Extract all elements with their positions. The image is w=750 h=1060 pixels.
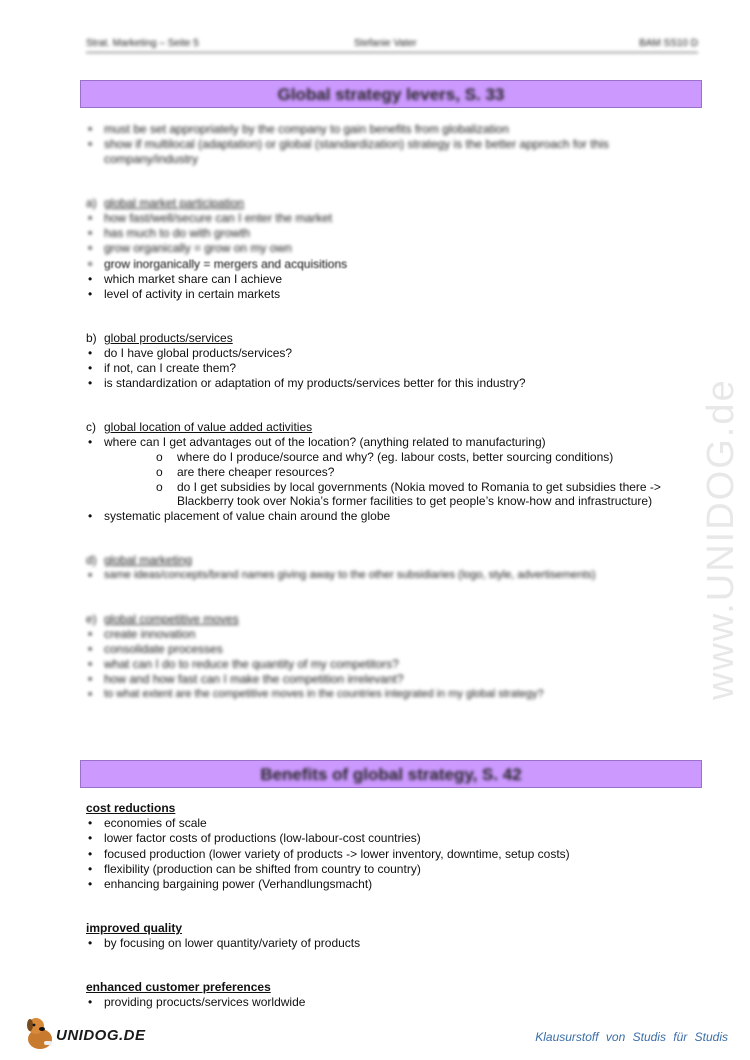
banner-title: Benefits of global strategy, S. 42 (260, 765, 522, 784)
bullet-icon: • (88, 877, 93, 891)
bullet-icon: • (88, 272, 93, 286)
section-label: c) (86, 420, 96, 434)
section-label: d) (86, 553, 97, 567)
bullet-icon: • (88, 257, 93, 271)
subsection-title: cost reductions (86, 801, 176, 815)
section-banner-benefits (80, 760, 702, 788)
list-item: same ideas/concepts/brand names giving away to the other subsidiaries (logo, style, advertisements) (104, 569, 596, 581)
dog-logo-icon (22, 1013, 58, 1053)
bullet-icon: • (88, 831, 93, 845)
bullet-icon: • (88, 435, 93, 449)
section-title: global products/services (104, 331, 233, 345)
list-item: lower factor costs of productions (low-labour-cost countries) (104, 831, 421, 845)
header-center: Stefanie Vater (354, 38, 417, 49)
section-title: global market participation (104, 196, 245, 210)
list-item: level of activity in certain markets (104, 287, 281, 301)
section-banner-levers (80, 80, 702, 108)
list-item: to what extent are the competitive moves in the countries integrated in my global strategy? (104, 688, 544, 700)
list-item: consolidate processes (104, 642, 223, 656)
sub-list-item-cont: Blackberry took over Nokia’s former facilities to get people’s know-how and infrastructure) (177, 494, 653, 508)
list-item: flexibility (production can be shifted from country to country) (104, 862, 421, 876)
bullet-icon: • (88, 122, 93, 136)
sub-list-item: are there cheaper resources? (177, 465, 335, 479)
list-item: has much to do with growth (104, 226, 251, 240)
list-item: is standardization or adaptation of my products/services better for this industry? (104, 376, 526, 390)
list-item: where can I get advantages out of the location? (anything related to manufacturing) (104, 435, 546, 449)
bullet-icon: • (88, 862, 93, 876)
list-item: enhancing bargaining power (Verhandlungsmacht) (104, 877, 373, 891)
list-item: grow inorganically = mergers and acquisitions (104, 257, 348, 271)
bullet-icon: • (88, 226, 93, 240)
list-item: do I have global products/services? (104, 346, 293, 360)
section-title: global marketing (104, 553, 193, 567)
sub-bullet-icon: o (156, 465, 163, 479)
list-item: systematic placement of value chain around the globe (104, 509, 391, 523)
watermark: www.UNIDOG.de (700, 378, 742, 700)
page-header (86, 38, 698, 53)
sub-list-item: do I get subsidies by local governments (Nokia moved to Romania to get subsidies there -> (177, 480, 661, 494)
bullet-icon: • (88, 137, 93, 151)
list-item: focused production (lower variety of products -> lower inventory, downtime, setup costs) (104, 847, 570, 861)
bullet-icon: • (88, 241, 93, 255)
footer-tagline: Klausurstoff von Studis für Studis (535, 1030, 728, 1044)
banner-title: Global strategy levers, S. 33 (277, 85, 505, 104)
list-item: economies of scale (104, 816, 207, 830)
intro-item: company/industry (104, 152, 199, 166)
bullet-icon: • (88, 568, 93, 582)
section-title: global location of value added activities (104, 420, 313, 434)
subsection-title: improved quality (86, 921, 183, 935)
bullet-icon: • (88, 642, 93, 656)
bullet-icon: • (88, 687, 93, 701)
bullet-icon: • (88, 995, 93, 1009)
bullet-icon: • (88, 287, 93, 301)
list-item: what can I do to reduce the quantity of my competitors? (104, 657, 399, 671)
list-item: how and how fast can I make the competition irrelevant? (104, 672, 404, 686)
list-item: by focusing on lower quantity/variety of products (104, 936, 361, 950)
list-item: grow organically = grow on my own (104, 241, 292, 255)
section-label: b) (86, 331, 97, 345)
intro-item: must be set appropriately by the company to gain benefits from globalization (104, 122, 509, 136)
bullet-icon: • (88, 627, 93, 641)
bullet-icon: • (88, 346, 93, 360)
bullet-icon: • (88, 509, 93, 523)
site-logo[interactable]: UNIDOG.DE (56, 1027, 146, 1044)
list-item: which market share can I achieve (104, 272, 283, 286)
list-item: providing procucts/services worldwide (104, 995, 306, 1009)
header-right: BAM SS10 D (639, 38, 698, 49)
list-item: if not, can I create them? (104, 361, 237, 375)
bullet-icon: • (88, 816, 93, 830)
bullet-icon: • (88, 936, 93, 950)
bullet-icon: • (88, 376, 93, 390)
bullet-icon: • (88, 211, 93, 225)
sub-list-item: where do I produce/source and why? (eg. labour costs, better sourcing conditions) (177, 450, 614, 464)
section-title: global competitive moves (104, 612, 239, 626)
subsection-title: enhanced customer preferences (86, 980, 271, 994)
sub-bullet-icon: o (156, 450, 163, 464)
sub-bullet-icon: o (156, 480, 163, 494)
list-item: create innovation (104, 627, 196, 641)
bullet-icon: • (88, 672, 93, 686)
intro-item: show if multilocal (adaptation) or global (standardization) strategy is the better approach for this (104, 137, 609, 151)
section-label: a) (86, 196, 97, 210)
bullet-icon: • (88, 361, 93, 375)
section-label: e) (86, 612, 97, 626)
bullet-icon: • (88, 847, 93, 861)
bullet-icon: • (88, 657, 93, 671)
header-left: Strat. Marketing – Seite 5 (86, 38, 199, 49)
list-item: how fast/well/secure can I enter the market (104, 211, 333, 225)
